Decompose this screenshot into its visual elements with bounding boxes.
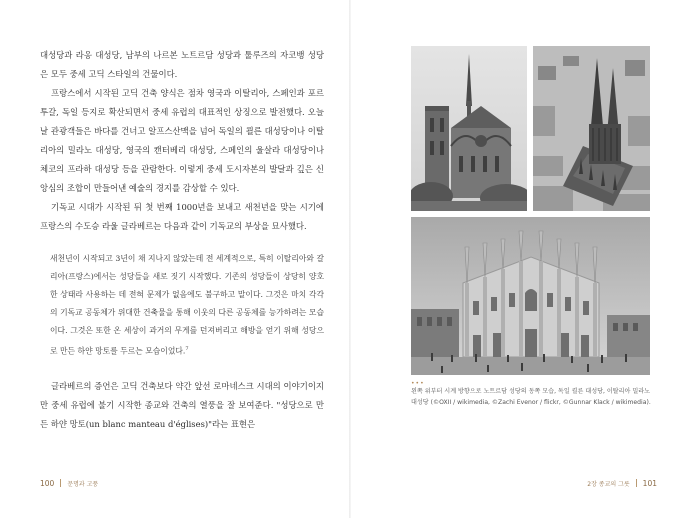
footer-divider [60,479,61,487]
caption-marker: ••• [411,380,425,387]
footer-divider [636,479,637,487]
right-running-title: 2장 종교의 그릇 [587,481,630,488]
photo-caption: 왼쪽 위부터 시계 방향으로 노트르담 성당의 동쪽 모습, 독일 쾰른 대성당, 이탈리아 밀라노 대성당 (©OXII / wikimedia, ©Zachi Evenor / flickr, ©Gunnar Klack / wikimedia). [411,388,651,406]
right-page-number: 101 [642,479,657,488]
left-footer [40,479,98,488]
paragraph-4: 글라베르의 증언은 고딕 건축보다 약간 앞선 로마네스크 시대의 이야기이지만 중세 유럽에 불기 시작한 종교와 건축의 열풍을 잘 보여준다. "성당으로 만든 하얀 망토(un blanc manteau d'églises)"라는 표현은 [40,380,324,429]
quote-footnote-marker: 7 [185,346,189,352]
block-quote [40,250,324,361]
cologne-cathedral-photo [533,46,650,211]
paragraph-1: 대성당과 라옹 대성당, 남부의 나르본 노트르담 성당과 툴루즈의 자코뱅 성당은 모두 중세 고딕 스타일의 건물이다. [40,50,324,79]
quote-text: 새천년이 시작되고 3년이 채 지나지 않았는데 전 세계적으로, 특히 이탈리아와 갈리아(프랑스)에서는 성당들을 새로 짓기 시작했다. 기존의 성당들이 상당히 양호한 상태라 사용하는 데 전혀 문제가 없음에도 불구하고 말이다. 그것은 마치 각각의 기독교 공동체가 위대한 건축물을 통해 이웃의 다른 공동체를 능가하려는 모습이다. 그것은 또한 온 세상이 과거의 무게를 던져버리고 해방을 얻기 위해 성당으로 만든 하얀 망토를 두르는 모습이었다. [50,254,324,356]
page-gutter [349,0,351,518]
left-page-text [40,46,324,434]
paragraph-2: 프랑스에서 시작된 고딕 건축 양식은 점차 영국과 이탈리아, 스페인과 포르투갈, 독일 등지로 확산되면서 중세 유럽의 대표적인 상징으로 발전했다. 오늘날 관광객들은 바다를 건너고 알프스산맥을 넘어 독일의 쾰른 대성당이나 이탈리아의 밀라노 대성당, 영국의 캔터베리 대성당, 스페인의 울살라 대성당이나 체코의 프라하 대성당 등을 관람한다. 이렇게 중세 도시자본의 발달과 깊은 신앙심의 조합이 만들어낸 예술의 경지를 감상할 수 있다. [40,88,324,193]
left-page-number: 100 [40,479,55,488]
right-footer [587,479,657,488]
notre-dame-photo [411,46,527,211]
paragraph-3: 기독교 시대가 시작된 뒤 첫 번째 1000년을 보내고 새천년을 맞는 시기에 프랑스의 수도승 라울 글라베르는 다음과 같이 기독교의 부상을 묘사했다. [40,202,324,231]
left-running-title: 문명과 고풍 [67,481,99,488]
milan-cathedral-photo [411,217,650,375]
